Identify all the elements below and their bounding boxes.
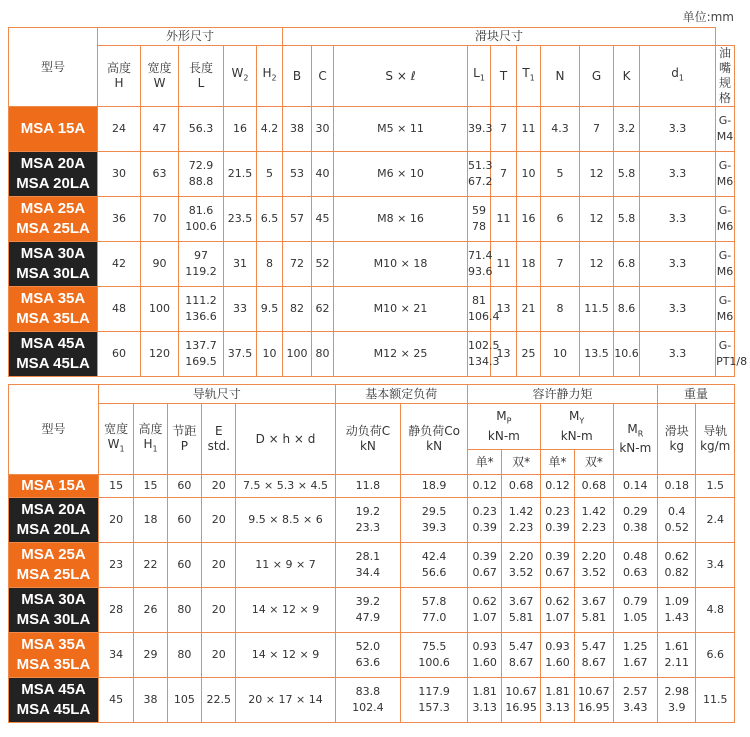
cell-MyD: 5.47 8.67 bbox=[575, 633, 613, 678]
cell-G: 11.5 bbox=[580, 287, 614, 332]
cell-S: M6 × 10 bbox=[334, 152, 468, 197]
col-Mp: $M_P$ kN-m bbox=[468, 404, 541, 450]
cell-H: 24 bbox=[98, 107, 141, 152]
cell-N: 4.3 bbox=[541, 107, 580, 152]
cell-E: 20 bbox=[202, 543, 236, 588]
cell-B: 100 bbox=[283, 332, 312, 377]
cell-D: 11 × 9 × 7 bbox=[236, 543, 335, 588]
cell-W1: 28 bbox=[98, 588, 133, 633]
cell-H1: 15 bbox=[134, 475, 167, 498]
cell-rail: 11.5 bbox=[696, 678, 735, 723]
model-name-cell: MSA 30A MSA 30LA bbox=[9, 242, 98, 287]
cell-d1: 3.3 bbox=[640, 242, 716, 287]
cell-Mr: 0.29 0.38 bbox=[613, 498, 657, 543]
cell-K: 3.2 bbox=[614, 107, 640, 152]
cell-L1: 51.3 67.2 bbox=[468, 152, 491, 197]
col-D-h-d: D × h × d bbox=[236, 404, 335, 475]
cell-H2: 6.5 bbox=[257, 197, 283, 242]
cell-E: 20 bbox=[202, 633, 236, 678]
cell-W1: 34 bbox=[98, 633, 133, 678]
model-name-cell: MSA 15A bbox=[9, 107, 98, 152]
cell-W2: 21.5 bbox=[224, 152, 257, 197]
col-B: B bbox=[283, 46, 312, 107]
cell-T: 13 bbox=[491, 287, 517, 332]
cell-W: 120 bbox=[141, 332, 179, 377]
cell-T1: 21 bbox=[517, 287, 541, 332]
cell-H2: 9.5 bbox=[257, 287, 283, 332]
cell-block: 0.62 0.82 bbox=[658, 543, 696, 588]
cell-MpD: 0.68 bbox=[502, 475, 540, 498]
cell-D: 14 × 12 × 9 bbox=[236, 588, 335, 633]
cell-T: 13 bbox=[491, 332, 517, 377]
col-G: G bbox=[580, 46, 614, 107]
cell-block: 1.61 2.11 bbox=[658, 633, 696, 678]
model-name-cell: MSA 25A MSA 25LA bbox=[9, 197, 98, 242]
cell-H: 60 bbox=[98, 332, 141, 377]
cell-T1: 18 bbox=[517, 242, 541, 287]
cell-G: 7 bbox=[580, 107, 614, 152]
col-My-double: 双* bbox=[575, 450, 613, 475]
cell-C: 52 bbox=[312, 242, 334, 287]
model-name-cell: MSA 45A MSA 45LA bbox=[9, 678, 99, 723]
cell-MpD: 3.67 5.81 bbox=[502, 588, 540, 633]
cell-T1: 25 bbox=[517, 332, 541, 377]
cell-W2: 23.5 bbox=[224, 197, 257, 242]
cell-K: 6.8 bbox=[614, 242, 640, 287]
cell-MpS: 0.23 0.39 bbox=[468, 498, 502, 543]
cell-W1: 45 bbox=[98, 678, 133, 723]
cell-W2: 37.5 bbox=[224, 332, 257, 377]
col-Mp-single: 单* bbox=[468, 450, 502, 475]
cell-G: 12 bbox=[580, 152, 614, 197]
cell-G: 12 bbox=[580, 242, 614, 287]
cell-G: 12 bbox=[580, 197, 614, 242]
cell-W1: 23 bbox=[98, 543, 133, 588]
col-length-L: 長度 L bbox=[179, 46, 224, 107]
cell-K: 10.6 bbox=[614, 332, 640, 377]
cell-nozzle: G-M4 bbox=[716, 107, 735, 152]
cell-P: 60 bbox=[167, 543, 201, 588]
outer-dimensions-header: 外形尺寸 bbox=[98, 28, 283, 46]
cell-Mr: 0.48 0.63 bbox=[613, 543, 657, 588]
cell-H2: 4.2 bbox=[257, 107, 283, 152]
cell-nozzle: G-M6 bbox=[716, 242, 735, 287]
cell-H2: 5 bbox=[257, 152, 283, 197]
cell-L: 56.3 bbox=[179, 107, 224, 152]
col-S: S × ℓ bbox=[334, 46, 468, 107]
cell-T: 11 bbox=[491, 197, 517, 242]
cell-H1: 38 bbox=[134, 678, 167, 723]
cell-nozzle: G-M6 bbox=[716, 152, 735, 197]
cell-dynC: 39.2 47.9 bbox=[335, 588, 401, 633]
cell-Mr: 0.14 bbox=[613, 475, 657, 498]
cell-staC0: 75.5 100.6 bbox=[401, 633, 468, 678]
cell-staC0: 42.4 56.6 bbox=[401, 543, 468, 588]
cell-nozzle: G-PT1/8 bbox=[716, 332, 735, 377]
col-E-std: E std. bbox=[202, 404, 236, 475]
cell-N: 5 bbox=[541, 152, 580, 197]
cell-W2: 16 bbox=[224, 107, 257, 152]
cell-N: 7 bbox=[541, 242, 580, 287]
cell-MyD: 1.42 2.23 bbox=[575, 498, 613, 543]
cell-rail: 3.4 bbox=[696, 543, 735, 588]
cell-MpD: 10.67 16.95 bbox=[502, 678, 540, 723]
cell-L: 137.7 169.5 bbox=[179, 332, 224, 377]
model-name-cell: MSA 35A MSA 35LA bbox=[9, 287, 98, 332]
cell-block: 2.98 3.9 bbox=[658, 678, 696, 723]
col-Mr: $M_R$ kN-m bbox=[613, 404, 657, 475]
col-pitch-P: 节距 P bbox=[167, 404, 201, 475]
cell-E: 20 bbox=[202, 498, 236, 543]
cell-dynC: 83.8 102.4 bbox=[335, 678, 401, 723]
col-My-single: 单* bbox=[540, 450, 574, 475]
cell-T: 7 bbox=[491, 107, 517, 152]
cell-C: 45 bbox=[312, 197, 334, 242]
block-spec-row bbox=[9, 107, 735, 152]
cell-MyS: 0.62 1.07 bbox=[540, 588, 574, 633]
cell-MpS: 0.12 bbox=[468, 475, 502, 498]
cell-L1: 71.4 93.6 bbox=[468, 242, 491, 287]
cell-L: 72.9 88.8 bbox=[179, 152, 224, 197]
cell-dynC: 52.0 63.6 bbox=[335, 633, 401, 678]
cell-MyS: 0.39 0.67 bbox=[540, 543, 574, 588]
rail-and-load-table bbox=[8, 384, 735, 723]
cell-H: 48 bbox=[98, 287, 141, 332]
cell-L1: 59 78 bbox=[468, 197, 491, 242]
cell-Mr: 1.25 1.67 bbox=[613, 633, 657, 678]
cell-L: 97 119.2 bbox=[179, 242, 224, 287]
cell-d1: 3.3 bbox=[640, 332, 716, 377]
col-rail-height-H1: 高度 $H_1$ bbox=[134, 404, 167, 475]
cell-MyS: 0.12 bbox=[540, 475, 574, 498]
cell-L: 81.6 100.6 bbox=[179, 197, 224, 242]
cell-block: 0.4 0.52 bbox=[658, 498, 696, 543]
cell-P: 60 bbox=[167, 475, 201, 498]
cell-C: 80 bbox=[312, 332, 334, 377]
cell-MpS: 1.81 3.13 bbox=[468, 678, 502, 723]
cell-D: 7.5 × 5.3 × 4.5 bbox=[236, 475, 335, 498]
cell-T: 7 bbox=[491, 152, 517, 197]
model-name-cell: MSA 15A bbox=[9, 475, 99, 498]
cell-dynC: 28.1 34.4 bbox=[335, 543, 401, 588]
cell-staC0: 57.8 77.0 bbox=[401, 588, 468, 633]
model-name-cell: MSA 30A MSA 30LA bbox=[9, 588, 99, 633]
cell-G: 13.5 bbox=[580, 332, 614, 377]
col-T: T bbox=[491, 46, 517, 107]
cell-MyD: 0.68 bbox=[575, 475, 613, 498]
cell-C: 40 bbox=[312, 152, 334, 197]
cell-nozzle: G-M6 bbox=[716, 287, 735, 332]
cell-rail: 1.5 bbox=[696, 475, 735, 498]
cell-E: 20 bbox=[202, 475, 236, 498]
cell-rail: 2.4 bbox=[696, 498, 735, 543]
cell-W: 63 bbox=[141, 152, 179, 197]
model-header: 型号 bbox=[9, 28, 98, 107]
cell-MyS: 0.93 1.60 bbox=[540, 633, 574, 678]
cell-C: 62 bbox=[312, 287, 334, 332]
model-name-cell: MSA 20A MSA 20LA bbox=[9, 498, 99, 543]
col-nozzle: 油嘴规格 bbox=[716, 46, 735, 107]
cell-S: M10 × 21 bbox=[334, 287, 468, 332]
cell-MpS: 0.39 0.67 bbox=[468, 543, 502, 588]
cell-E: 20 bbox=[202, 588, 236, 633]
cell-D: 20 × 17 × 14 bbox=[236, 678, 335, 723]
cell-staC0: 117.9 157.3 bbox=[401, 678, 468, 723]
col-width-W: 宽度 W bbox=[141, 46, 179, 107]
cell-rail: 6.6 bbox=[696, 633, 735, 678]
basic-load-header: 基本额定负荷 bbox=[335, 385, 467, 404]
cell-D: 9.5 × 8.5 × 6 bbox=[236, 498, 335, 543]
unit-label: 单位:mm bbox=[682, 10, 734, 24]
rail-spec-row bbox=[9, 475, 735, 498]
col-static-load: 静负荷Co kN bbox=[401, 404, 468, 475]
cell-B: 57 bbox=[283, 197, 312, 242]
cell-T1: 11 bbox=[517, 107, 541, 152]
cell-W1: 15 bbox=[98, 475, 133, 498]
model-name-cell: MSA 25A MSA 25LA bbox=[9, 543, 99, 588]
rail-spec-row bbox=[9, 588, 735, 633]
block-dimensions-header: 滑块尺寸 bbox=[283, 28, 716, 46]
col-N: N bbox=[541, 46, 580, 107]
cell-T1: 10 bbox=[517, 152, 541, 197]
cell-W: 90 bbox=[141, 242, 179, 287]
cell-rail: 4.8 bbox=[696, 588, 735, 633]
cell-H2: 8 bbox=[257, 242, 283, 287]
cell-staC0: 18.9 bbox=[401, 475, 468, 498]
cell-N: 10 bbox=[541, 332, 580, 377]
col-Mp-double: 双* bbox=[502, 450, 540, 475]
cell-H: 42 bbox=[98, 242, 141, 287]
col-W2: $W_2$ bbox=[224, 46, 257, 107]
col-rail-width-W1: 宽度 $W_1$ bbox=[98, 404, 133, 475]
cell-E: 22.5 bbox=[202, 678, 236, 723]
block-spec-row bbox=[9, 332, 735, 377]
cell-P: 60 bbox=[167, 498, 201, 543]
rail-spec-row bbox=[9, 678, 735, 723]
cell-MpS: 0.93 1.60 bbox=[468, 633, 502, 678]
rail-spec-row bbox=[9, 633, 735, 678]
cell-MyS: 0.23 0.39 bbox=[540, 498, 574, 543]
model-header-2: 型号 bbox=[9, 385, 99, 475]
cell-T: 11 bbox=[491, 242, 517, 287]
model-name-cell: MSA 20A MSA 20LA bbox=[9, 152, 98, 197]
cell-W2: 31 bbox=[224, 242, 257, 287]
rail-dimensions-header: 导轨尺寸 bbox=[98, 385, 335, 404]
cell-P: 105 bbox=[167, 678, 201, 723]
cell-K: 8.6 bbox=[614, 287, 640, 332]
col-rail-weight: 导轨 kg/m bbox=[696, 404, 735, 475]
cell-B: 82 bbox=[283, 287, 312, 332]
cell-S: M8 × 16 bbox=[334, 197, 468, 242]
cell-T1: 16 bbox=[517, 197, 541, 242]
col-block-weight: 滑块 kg bbox=[658, 404, 696, 475]
cell-Mr: 0.79 1.05 bbox=[613, 588, 657, 633]
cell-MyD: 3.67 5.81 bbox=[575, 588, 613, 633]
cell-H: 30 bbox=[98, 152, 141, 197]
cell-S: M5 × 11 bbox=[334, 107, 468, 152]
cell-L1: 102.5 134.3 bbox=[468, 332, 491, 377]
col-L1: $L_1$ bbox=[468, 46, 491, 107]
cell-B: 72 bbox=[283, 242, 312, 287]
cell-N: 6 bbox=[541, 197, 580, 242]
cell-d1: 3.3 bbox=[640, 152, 716, 197]
cell-MpD: 1.42 2.23 bbox=[502, 498, 540, 543]
cell-P: 80 bbox=[167, 633, 201, 678]
cell-B: 38 bbox=[283, 107, 312, 152]
cell-W2: 33 bbox=[224, 287, 257, 332]
cell-L: 111.2 136.6 bbox=[179, 287, 224, 332]
cell-staC0: 29.5 39.3 bbox=[401, 498, 468, 543]
cell-P: 80 bbox=[167, 588, 201, 633]
cell-H1: 26 bbox=[134, 588, 167, 633]
cell-N: 8 bbox=[541, 287, 580, 332]
cell-MyS: 1.81 3.13 bbox=[540, 678, 574, 723]
cell-W: 47 bbox=[141, 107, 179, 152]
col-d1: $d_1$ bbox=[640, 46, 716, 107]
cell-K: 5.8 bbox=[614, 197, 640, 242]
cell-S: M12 × 25 bbox=[334, 332, 468, 377]
block-spec-row bbox=[9, 152, 735, 197]
cell-H1: 18 bbox=[134, 498, 167, 543]
static-moment-header: 容许静力矩 bbox=[468, 385, 658, 404]
cell-D: 14 × 12 × 9 bbox=[236, 633, 335, 678]
col-height-H: 高度 H bbox=[98, 46, 141, 107]
model-name-cell: MSA 45A MSA 45LA bbox=[9, 332, 98, 377]
cell-dynC: 19.2 23.3 bbox=[335, 498, 401, 543]
col-K: K bbox=[614, 46, 640, 107]
cell-S: M10 × 18 bbox=[334, 242, 468, 287]
cell-MyD: 2.20 3.52 bbox=[575, 543, 613, 588]
cell-H: 36 bbox=[98, 197, 141, 242]
cell-d1: 3.3 bbox=[640, 107, 716, 152]
cell-W: 100 bbox=[141, 287, 179, 332]
cell-K: 5.8 bbox=[614, 152, 640, 197]
col-H2: $H_2$ bbox=[257, 46, 283, 107]
cell-MpS: 0.62 1.07 bbox=[468, 588, 502, 633]
col-C: C bbox=[312, 46, 334, 107]
model-name-cell: MSA 35A MSA 35LA bbox=[9, 633, 99, 678]
block-spec-row bbox=[9, 197, 735, 242]
cell-H1: 29 bbox=[134, 633, 167, 678]
cell-block: 1.09 1.43 bbox=[658, 588, 696, 633]
cell-d1: 3.3 bbox=[640, 197, 716, 242]
rail-spec-row bbox=[9, 498, 735, 543]
weight-header: 重量 bbox=[658, 385, 735, 404]
cell-MpD: 2.20 3.52 bbox=[502, 543, 540, 588]
cell-dynC: 11.8 bbox=[335, 475, 401, 498]
col-dynamic-load: 动负荷C kN bbox=[335, 404, 401, 475]
col-My: $M_Y$ kN-m bbox=[540, 404, 613, 450]
cell-L1: 39.3 bbox=[468, 107, 491, 152]
cell-MpD: 5.47 8.67 bbox=[502, 633, 540, 678]
cell-H2: 10 bbox=[257, 332, 283, 377]
cell-W: 70 bbox=[141, 197, 179, 242]
cell-Mr: 2.57 3.43 bbox=[613, 678, 657, 723]
cell-block: 0.18 bbox=[658, 475, 696, 498]
block-spec-row bbox=[9, 287, 735, 332]
rail-spec-row bbox=[9, 543, 735, 588]
block-spec-row bbox=[9, 242, 735, 287]
cell-W1: 20 bbox=[98, 498, 133, 543]
cell-nozzle: G-M6 bbox=[716, 197, 735, 242]
cell-d1: 3.3 bbox=[640, 287, 716, 332]
cell-C: 30 bbox=[312, 107, 334, 152]
cell-B: 53 bbox=[283, 152, 312, 197]
col-T1: $T_1$ bbox=[517, 46, 541, 107]
cell-L1: 81 106.4 bbox=[468, 287, 491, 332]
cell-MyD: 10.67 16.95 bbox=[575, 678, 613, 723]
cell-H1: 22 bbox=[134, 543, 167, 588]
block-dimensions-table bbox=[8, 27, 748, 377]
